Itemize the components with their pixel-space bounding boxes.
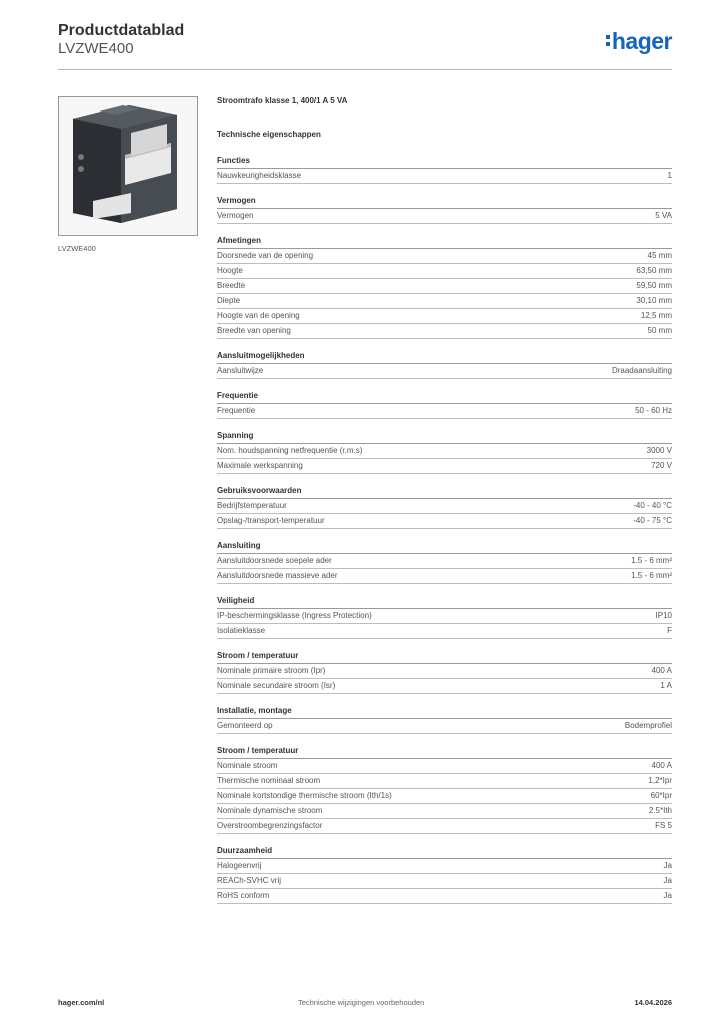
- property-label: REACh-SVHC vrij: [217, 876, 282, 885]
- property-label: Thermische nominaal stroom: [217, 776, 321, 785]
- property-value: 63,50 mm: [636, 266, 672, 275]
- property-group: [217, 391, 672, 419]
- property-row: [217, 514, 672, 529]
- property-group: [217, 351, 672, 379]
- property-value: 720 V: [651, 461, 672, 470]
- property-label: Hoogte: [217, 266, 243, 275]
- property-label: Hoogte van de opening: [217, 311, 300, 320]
- property-row: [217, 774, 672, 789]
- property-label: RoHS conform: [217, 891, 270, 900]
- property-row: [217, 294, 672, 309]
- property-label: Aansluitdoorsnede soepele ader: [217, 556, 332, 565]
- property-row: [217, 209, 672, 224]
- property-value: 50 - 60 Hz: [635, 406, 672, 415]
- property-label: Breedte: [217, 281, 246, 290]
- property-label: Maximale werkspanning: [217, 461, 303, 470]
- property-label: Overstroombegrenzingsfactor: [217, 821, 323, 830]
- group-title: Spanning: [217, 431, 672, 444]
- footer-website[interactable]: hager.com/nl: [58, 998, 105, 1007]
- property-row: [217, 789, 672, 804]
- property-row: [217, 719, 672, 734]
- property-row: [217, 624, 672, 639]
- group-title: Gebruiksvoorwaarden: [217, 486, 672, 499]
- page-header: [58, 22, 672, 70]
- property-value: IP10: [655, 611, 672, 620]
- property-label: Nominale primaire stroom (Ipr): [217, 666, 326, 675]
- product-datasheet: [217, 96, 672, 904]
- property-value: 1.5 - 6 mm²: [631, 571, 672, 580]
- property-label: Aansluitwijze: [217, 366, 264, 375]
- group-title: Veiligheid: [217, 596, 672, 609]
- property-value: Ja: [663, 891, 672, 900]
- property-group: [217, 706, 672, 734]
- property-row: [217, 664, 672, 679]
- property-label: Nominale secundaire stroom (Isr): [217, 681, 336, 690]
- group-title: Stroom / temperatuur: [217, 651, 672, 664]
- property-group: [217, 486, 672, 529]
- group-title: Installatie, montage: [217, 706, 672, 719]
- property-value: 400 A: [651, 666, 672, 675]
- property-value: Ja: [663, 861, 672, 870]
- property-value: 59,50 mm: [636, 281, 672, 290]
- photo-caption: LVZWE400: [58, 244, 96, 253]
- property-group: [217, 596, 672, 639]
- property-label: IP-beschermingsklasse (Ingress Protection): [217, 611, 372, 620]
- logo-dots-icon: [606, 32, 611, 49]
- property-group: [217, 431, 672, 474]
- property-value: FS 5: [655, 821, 672, 830]
- properties-title: Technische eigenschappen: [217, 130, 321, 139]
- property-group: [217, 746, 672, 834]
- property-value: 1: [667, 171, 672, 180]
- property-value: 2.5*Ith: [648, 806, 672, 815]
- group-title: Frequentie: [217, 391, 672, 404]
- footer-date: 14.04.2026: [634, 998, 672, 1007]
- footer-disclaimer: Technische wijzigingen voorbehouden: [298, 998, 425, 1007]
- property-label: Frequentie: [217, 406, 256, 415]
- group-title: Stroom / temperatuur: [217, 746, 672, 759]
- property-value: 1.5 - 6 mm²: [631, 556, 672, 565]
- property-value: -40 - 40 °C: [633, 501, 672, 510]
- property-group: [217, 156, 672, 184]
- property-row: [217, 759, 672, 774]
- group-title: Aansluitmogelijkheden: [217, 351, 672, 364]
- property-label: Diepte: [217, 296, 241, 305]
- property-row: [217, 169, 672, 184]
- property-row: [217, 569, 672, 584]
- property-value: 12,5 mm: [640, 311, 672, 320]
- property-value: -40 - 75 °C: [633, 516, 672, 525]
- property-value: 60*Ipr: [650, 791, 672, 800]
- property-row: [217, 804, 672, 819]
- property-row: [217, 459, 672, 474]
- property-row: [217, 609, 672, 624]
- property-value: 1 A: [660, 681, 672, 690]
- property-value: 400 A: [651, 761, 672, 770]
- header-divider: [58, 69, 672, 70]
- property-row: [217, 249, 672, 264]
- property-group: [217, 846, 672, 904]
- property-label: Doorsnede van de opening: [217, 251, 314, 260]
- property-label: Vermogen: [217, 211, 254, 220]
- property-label: Gemonteerd op: [217, 721, 273, 730]
- property-label: Halogeenvrij: [217, 861, 262, 870]
- property-group: [217, 196, 672, 224]
- property-label: Bedrijfstemperatuur: [217, 501, 287, 510]
- property-label: Aansluitdoorsnede massieve ader: [217, 571, 338, 580]
- product-code: LVZWE400: [58, 40, 134, 57]
- property-label: Nominale kortstondige thermische stroom (Ith/1s): [217, 791, 392, 800]
- current-transformer-photo: [59, 97, 198, 236]
- property-value: 30,10 mm: [636, 296, 672, 305]
- property-value: 5 VA: [655, 211, 672, 220]
- document-title: Productdatablad: [58, 22, 185, 39]
- product-photo: [58, 96, 198, 236]
- property-value: Bodemprofiel: [624, 721, 672, 730]
- property-value: 50 mm: [647, 326, 672, 335]
- property-row: [217, 554, 672, 569]
- property-group: [217, 236, 672, 339]
- property-group: [217, 651, 672, 694]
- property-label: Nom. houdspanning netfrequentie (r.m.s): [217, 446, 363, 455]
- group-title: Afmetingen: [217, 236, 672, 249]
- property-label: Nominale stroom: [217, 761, 278, 770]
- property-row: [217, 679, 672, 694]
- property-row: [217, 324, 672, 339]
- property-row: [217, 444, 672, 459]
- property-label: Nominale dynamische stroom: [217, 806, 323, 815]
- property-label: Nauwkeurigheidsklasse: [217, 171, 302, 180]
- property-value: 3000 V: [646, 446, 672, 455]
- property-row: [217, 859, 672, 874]
- property-row: [217, 404, 672, 419]
- property-row: [217, 874, 672, 889]
- property-value: 1,2*Ipr: [648, 776, 672, 785]
- property-row: [217, 889, 672, 904]
- group-title: Functies: [217, 156, 672, 169]
- property-groups: [217, 156, 672, 904]
- property-label: Opslag-/transport-temperatuur: [217, 516, 325, 525]
- property-value: F: [667, 626, 672, 635]
- property-row: [217, 819, 672, 834]
- group-title: Duurzaamheid: [217, 846, 672, 859]
- property-row: [217, 499, 672, 514]
- property-value: 45 mm: [647, 251, 672, 260]
- product-description: Stroomtrafo klasse 1, 400/1 A 5 VA: [217, 96, 348, 105]
- property-label: Isolatieklasse: [217, 626, 266, 635]
- group-title: Vermogen: [217, 196, 672, 209]
- property-row: [217, 279, 672, 294]
- hager-logo: hager: [606, 28, 672, 55]
- property-label: Breedte van opening: [217, 326, 291, 335]
- group-title: Aansluiting: [217, 541, 672, 554]
- property-row: [217, 309, 672, 324]
- property-row: [217, 364, 672, 379]
- property-value: Draadaansluiting: [611, 366, 672, 375]
- property-row: [217, 264, 672, 279]
- property-group: [217, 541, 672, 584]
- property-value: Ja: [663, 876, 672, 885]
